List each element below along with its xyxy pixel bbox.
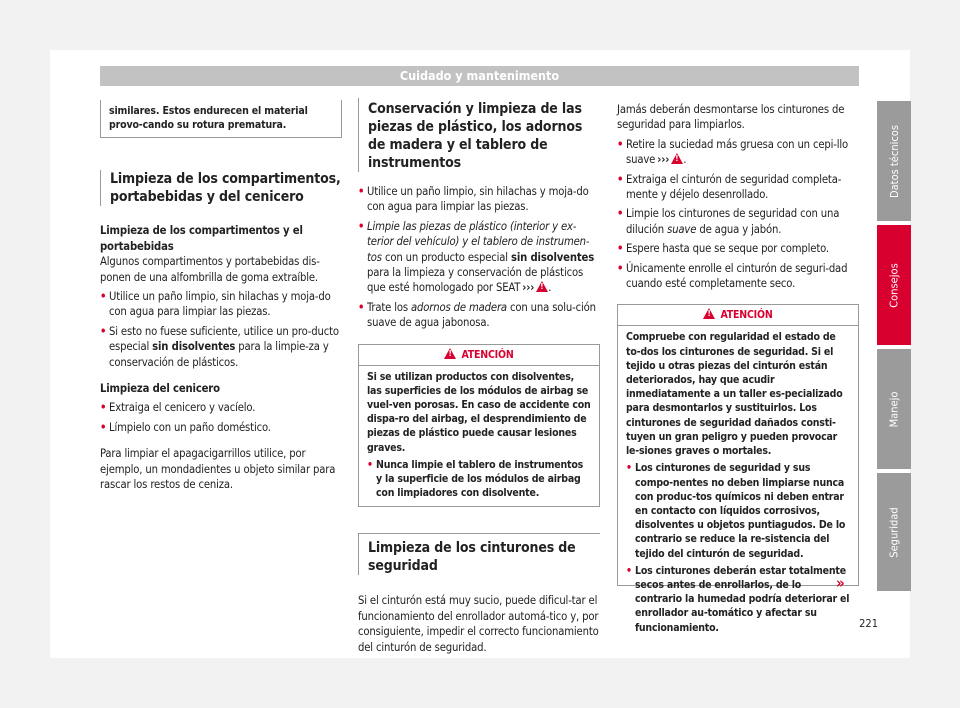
warning-box-plastics	[358, 344, 600, 508]
continued-warning-text: similares. Estos endurecen el material provo-cando su rotura prematura.	[109, 105, 308, 132]
warning-body	[618, 326, 858, 640]
paragraph-ashtray: Para limpiar el apagacigarrillos utilice, por ejemplo, un mondadientes u objeto similar para rascar los restos de ceniza.	[100, 447, 336, 492]
warning-triangle-icon	[536, 281, 548, 292]
subheading-ashtray: Limpieza del cenicero	[100, 382, 220, 396]
paragraph-belts-no-disassembly: Jamás deberán desmontarse los cinturones de seguridad para limpiarlos.	[617, 103, 845, 132]
warning-bullet-chemicals: • Los cinturones de seguridad y sus compo-nentes no deben limpiarse nunca con produc-tos químicos ni deben entrar en contacto con líquidos corrosivos, disolventes u objetos puntiagudos. De lo contrario se reduce la re-sistencia del tejido del cinturón de seguridad.	[626, 461, 850, 560]
warning-bullet-dry-belts: • Los cinturones deberán estar totalmente secos antes de enrollarlos, de lo contrario la humedad podría deteriorar el enrollador au-tomático y afectar su funcionamiento.	[626, 564, 850, 635]
tab-seguridad[interactable]: Seguridad	[877, 473, 911, 591]
bullet-clean-cloth: • Utilice un paño limpio, sin hilachas y moja-do con agua para limpiar las piezas.	[100, 289, 342, 320]
continued-arrow-icon: »	[836, 574, 845, 592]
bullet-clean-ashtray: • Límpielo con un paño doméstico.	[100, 420, 342, 435]
tab-datos-tecnicos[interactable]: Datos técnicos	[877, 101, 911, 221]
chapter-header: Cuidado y mantenimento	[100, 66, 859, 86]
warning-triangle-icon	[703, 308, 715, 319]
bullet-wood-trim: • Trate los adornos de madera con una solu-ción suave de agua jabonosa.	[358, 300, 600, 331]
bullet-special-product: • Si esto no fuese suficiente, utilice un pro-ducto especial sin disolventes para la limpie-za y conservación de plásticos.	[100, 324, 342, 370]
continued-warning-box	[100, 100, 342, 138]
column-3	[617, 102, 859, 634]
warning-bullet: • Nunca limpie el tablero de instrumentos y la superficie de los módulos de airbag con limpiadores con disolvente.	[367, 458, 591, 501]
bullet-remove-ashtray: • Extraiga el cenicero y vacíelo.	[100, 400, 342, 415]
warning-triangle-icon	[671, 153, 683, 164]
bullet-soap-solution: • Limpie los cinturones de seguridad con una dilución suave de agua y jabón.	[617, 206, 859, 237]
subheading-compartments: Limpieza de los compartimentos y el portabebidas	[100, 224, 303, 253]
reference-arrow: ›››	[522, 281, 535, 295]
section-heading-plastics: Conservación y limpieza de las piezas de plástico, los adornos de madera y el tablero de instrumentos	[358, 98, 600, 172]
tab-manejo[interactable]: Manejo	[877, 349, 911, 469]
reference-arrow: ›››	[657, 153, 670, 167]
warning-box-belts	[617, 304, 859, 634]
warning-paragraph: Compruebe con regularidad el estado de to-dos los cinturones de seguridad. Si el tejido u otras piezas del cinturón están deteriorados, hay que acudir inmediatamente a un taller es-pecializado para desmontarlos y sustituirlos. Los cinturones de seguridad dañados consti-tuyen un gran peligro y pueden provocar le-siones graves o mortales.	[626, 331, 843, 458]
tab-consejos[interactable]: Consejos	[877, 225, 911, 345]
warning-header: !ATENCIÓN	[359, 345, 599, 366]
page-number: 221	[859, 617, 878, 630]
paragraph-belts: Si el cinturón está muy sucio, puede dificul-tar el funcionamiento del enrollador automá-tico y, por consiguiente, impedir el correcto funcionamiento del cinturón de seguridad.	[358, 594, 599, 654]
bullet-pull-belt: • Extraiga el cinturón de seguridad completa-mente y déjelo desenrollado.	[617, 172, 859, 203]
bullet-retract-dry: • Únicamente enrolle el cinturón de seguri-dad cuando esté completamente seco.	[617, 261, 859, 292]
warning-triangle-icon	[444, 348, 456, 359]
section-heading-compartments: Limpieza de los compartimentos, portabebidas y del cenicero	[100, 170, 342, 206]
section-heading-belts: Limpieza de los cinturones de seguridad	[358, 533, 600, 575]
warning-header: !ATENCIÓN	[618, 305, 858, 326]
paragraph-compartments: Algunos compartimentos y portabebidas dis-ponen de una alfombrilla de goma extraíble.	[100, 255, 320, 284]
bullet-brush: • Retire la suciedad más gruesa con un cepi-llo suave ›››! .	[617, 137, 859, 168]
warning-body	[359, 366, 599, 507]
bullet-wait-dry: • Espere hasta que se seque por completo.	[617, 241, 859, 256]
column-2	[358, 98, 600, 655]
bullet-plastics-product: • Limpie las piezas de plástico (interior y ex-terior del vehículo) y el tablero de instrumen-tos con un producto especial sin disolventes para la limpieza y conservación de plásticos que esté homologado por SEAT ›››! .	[358, 219, 600, 296]
column-1	[100, 100, 342, 493]
warning-paragraph: Si se utilizan productos con disolventes, las superficies de los módulos de airbag se vuel-ven porosas. En caso de accidente con dispa-ro del airbag, el desprendimiento de piezas de plástico puede causar lesiones graves.	[367, 370, 591, 454]
bullet-clean-cloth-plastics: • Utilice un paño limpio, sin hilachas y moja-do con agua para limpiar las piezas.	[358, 184, 600, 215]
